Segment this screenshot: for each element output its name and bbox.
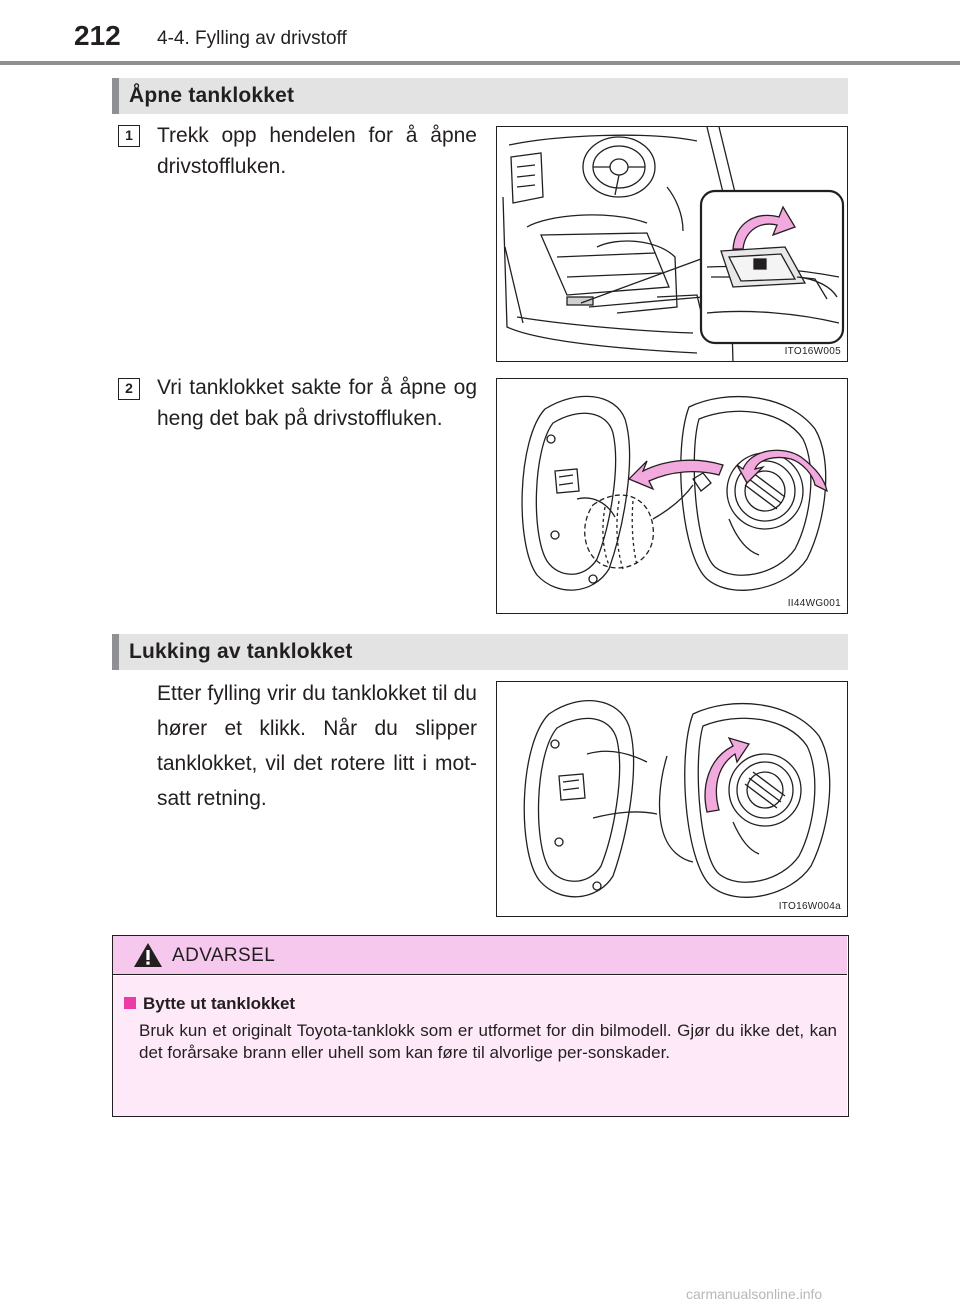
page-number: 212 xyxy=(74,20,121,51)
square-bullet-icon xyxy=(124,997,136,1009)
figure-open-fuel-cap xyxy=(496,378,848,614)
warning-triangle-icon xyxy=(133,942,163,968)
watermark: carmanualsonline.info xyxy=(686,1286,823,1302)
step-badge-2: 2 xyxy=(118,378,140,400)
section-header-bar xyxy=(112,78,119,114)
figure-fuel-door-lever xyxy=(496,126,848,362)
section-title-close: Lukking av tanklokket xyxy=(129,640,353,663)
close-fuel-cap-illustration xyxy=(497,682,848,917)
warning-text: Bruk kun et originalt Toyota-tanklokk som er utformet for din bilmodell. Gjør du ikke det, kan det forårsake brann eller uhell som kan føre til alvorlige per-sonskader. xyxy=(139,1021,837,1062)
figure-close-fuel-cap xyxy=(496,681,848,917)
figure-code: II44WG001 xyxy=(787,598,841,609)
figure-code: ITO16W005 xyxy=(784,346,841,357)
warning-subheading xyxy=(124,994,295,1014)
closing-text: Etter fylling vrir du tanklokket til du hører et klikk. Når du slipper tanklokket, vil det rotere litt i mot-satt retning. xyxy=(157,682,477,810)
open-fuel-cap-illustration xyxy=(497,379,848,614)
step-text-1: Trekk opp hendelen for å åpne drivstoffluken. xyxy=(157,124,477,178)
warning-body xyxy=(113,976,847,1116)
warning-header xyxy=(113,936,847,975)
warning-subheading-text: Bytte ut tanklokket xyxy=(143,994,296,1013)
step-badge-1: 1 xyxy=(118,125,140,147)
section-title-open: Åpne tanklokket xyxy=(129,84,295,107)
header-rule xyxy=(0,61,960,65)
fuel-door-lever-illustration xyxy=(497,127,848,362)
section-header-bar xyxy=(112,634,119,670)
figure-code: ITO16W004a xyxy=(778,901,841,912)
chapter-title: 4-4. Fylling av drivstoff xyxy=(157,28,347,49)
section-header-open xyxy=(112,78,848,114)
warning-title: ADVARSEL xyxy=(172,945,276,966)
section-header-close xyxy=(112,634,848,670)
warning-box xyxy=(112,935,849,1117)
step-text-2: Vri tanklokket sakte for å åpne og heng det bak på drivstoffluken. xyxy=(157,376,477,430)
